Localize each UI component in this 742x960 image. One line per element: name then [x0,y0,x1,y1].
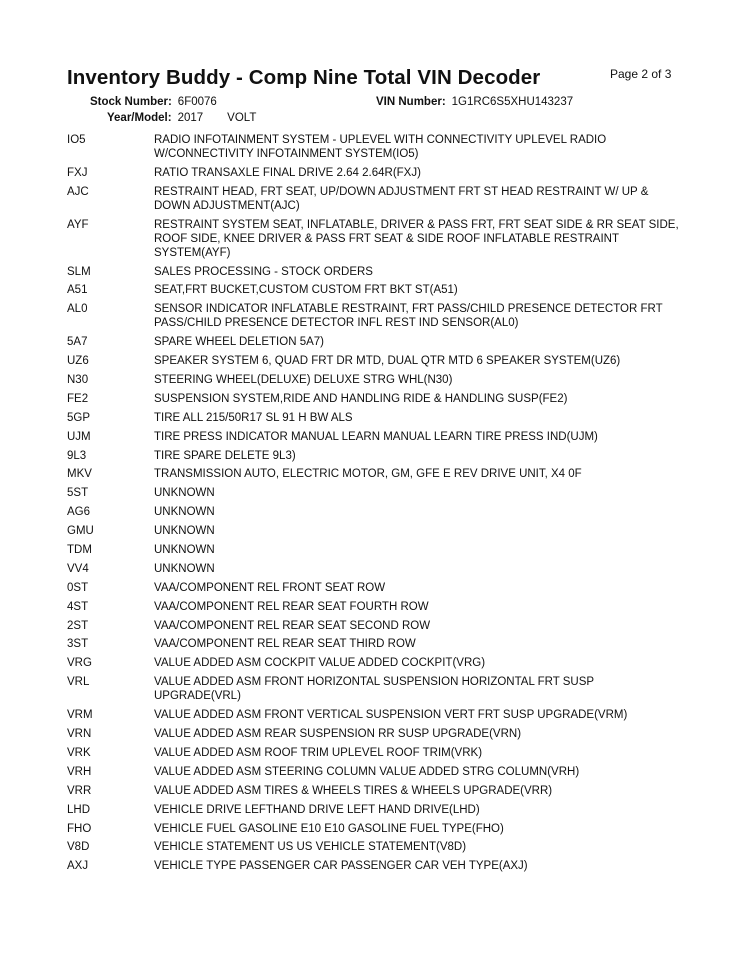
page-title: Inventory Buddy - Comp Nine Total VIN Decoder [67,66,541,89]
option-code: VRN [67,728,92,741]
option-description: UNKNOWN [154,544,215,557]
option-row [67,218,682,260]
option-code: A51 [67,284,88,297]
option-row [67,822,682,836]
option-row [67,283,682,297]
option-row [67,411,682,425]
option-code: FXJ [67,166,88,179]
option-code: TDM [67,544,92,557]
option-description: SEAT,FRT BUCKET,CUSTOM CUSTOM FRT BKT ST(A51) [154,284,458,297]
option-code: GMU [67,525,94,538]
option-description: VALUE ADDED ASM ROOF TRIM UPLEVEL ROOF TRIM(VRK) [154,746,483,759]
option-code: 5A7 [67,336,88,349]
option-description: RESTRAINT SYSTEM SEAT, INFLATABLE, DRIVER & PASS FRT, FRT SEAT SIDE & RR SEAT SIDE, ROOF SIDE, KNEE DRIVER & PASS FRT SEAT & SIDE ROOF INFLATABLE RESTRAINT SYSTEM(AYF) [154,218,679,259]
option-code: IO5 [67,134,86,146]
option-description: VALUE ADDED ASM REAR SUSPENSION RR SUSP UPGRADE(VRN) [154,728,522,741]
vin-number [376,96,573,108]
option-row [67,840,682,854]
option-description: VALUE ADDED ASM STEERING COLUMN VALUE ADDED STRG COLUMN(VRH) [154,765,580,778]
option-code: VRG [67,657,92,670]
model-value: VOLT [227,112,257,124]
option-row [67,524,682,538]
option-description: RATIO TRANSAXLE FINAL DRIVE 2.64 2.64R(FXJ) [154,166,421,179]
option-code: VV4 [67,562,89,575]
option-description: VEHICLE FUEL GASOLINE E10 E10 GASOLINE FUEL TYPE(FHO) [154,822,504,835]
option-row [67,505,682,519]
option-row [67,746,682,760]
option-description: UNKNOWN [154,487,215,500]
option-row [67,467,682,481]
option-row [67,581,682,595]
option-row [67,302,682,330]
option-description: SPEAKER SYSTEM 6, QUAD FRT DR MTD, DUAL QTR MTD 6 SPEAKER SYSTEM(UZ6) [154,355,621,368]
option-code: AG6 [67,506,91,519]
option-row [67,486,682,500]
vin-number-label: VIN Number: [376,96,446,108]
option-code: UZ6 [67,355,89,368]
stock-number [90,96,217,108]
year-model [107,112,256,124]
option-row [67,619,682,633]
option-row [67,765,682,779]
year-model-label: Year/Model: [107,112,172,124]
option-row [67,656,682,670]
option-row [67,354,682,368]
stock-number-value: 6F0076 [177,96,217,108]
option-row [67,166,682,180]
option-code: 5GP [67,411,91,424]
page-number: Page 2 of 3 [610,67,672,81]
option-code: N30 [67,374,89,387]
option-description: VALUE ADDED ASM COCKPIT VALUE ADDED COCKPIT(VRG) [154,657,486,670]
option-code: 4ST [67,600,89,613]
option-code: VRL [67,676,90,689]
option-code: SLM [67,265,91,278]
option-description: SPARE WHEEL DELETION 5A7) [154,336,324,349]
option-description: SALES PROCESSING - STOCK ORDERS [154,265,373,278]
option-code: VRM [67,709,93,722]
option-description: TIRE PRESS INDICATOR MANUAL LEARN MANUAL LEARN TIRE PRESS IND(UJM) [154,430,598,443]
option-description: VEHICLE TYPE PASSENGER CAR PASSENGER CAR VEH TYPE(AXJ) [154,860,528,873]
option-code: V8D [67,841,90,854]
option-description: VALUE ADDED ASM FRONT VERTICAL SUSPENSION VERT FRT SUSP UPGRADE(VRM) [154,709,628,722]
option-row [67,859,682,873]
option-code: VRK [67,746,91,759]
option-description: VEHICLE DRIVE LEFTHAND DRIVE LEFT HAND DRIVE(LHD) [154,803,480,816]
option-row [67,133,682,161]
option-code: AJC [67,185,89,198]
option-row [67,675,682,703]
option-description: TRANSMISSION AUTO, ELECTRIC MOTOR, GM, GFE E REV DRIVE UNIT, X4 0F [154,468,582,481]
option-code: AYF [67,218,89,231]
option-description: VAA/COMPONENT REL REAR SEAT SECOND ROW [154,619,431,632]
option-row [67,373,682,387]
option-description: SUSPENSION SYSTEM,RIDE AND HANDLING RIDE & HANDLING SUSP(FE2) [154,392,568,405]
option-row [67,335,682,349]
option-code: 5ST [67,487,89,500]
option-description: VALUE ADDED ASM TIRES & WHEELS TIRES & WHEELS UPGRADE(VRR) [154,784,553,797]
option-description: VAA/COMPONENT REL FRONT SEAT ROW [154,581,386,594]
option-code: VRR [67,784,92,797]
option-code: UJM [67,430,91,443]
option-row [67,562,682,576]
option-row [67,727,682,741]
option-description: TIRE ALL 215/50R17 SL 91 H BW ALS [154,411,353,424]
option-row [67,543,682,557]
option-description: VAA/COMPONENT REL REAR SEAT FOURTH ROW [154,600,429,613]
option-code: MKV [67,468,92,481]
option-row [67,600,682,614]
option-row [67,708,682,722]
option-row [67,449,682,463]
option-code-list [67,133,682,878]
option-description: STEERING WHEEL(DELUXE) DELUXE STRG WHL(N30) [154,374,453,387]
option-description: UNKNOWN [154,525,215,538]
option-row [67,803,682,817]
option-description: UNKNOWN [154,562,215,575]
option-description: RESTRAINT HEAD, FRT SEAT, UP/DOWN ADJUSTMENT FRT ST HEAD RESTRAINT W/ UP & DOWN ADJUSTMENT(AJC) [154,185,649,212]
option-code: FE2 [67,392,89,405]
option-code: 2ST [67,619,89,632]
stock-number-label: Stock Number: [90,96,172,108]
option-code: LHD [67,803,91,816]
option-row [67,637,682,651]
option-code: VRH [67,765,92,778]
option-code: AXJ [67,860,89,873]
option-description: RADIO INFOTAINMENT SYSTEM - UPLEVEL WITH CONNECTIVITY UPLEVEL RADIO W/CONNECTIVITY INFOTAINMENT SYSTEM(IO5) [154,134,607,160]
option-row [67,430,682,444]
option-row [67,392,682,406]
option-description: VEHICLE STATEMENT US US VEHICLE STATEMENT(V8D) [154,841,467,854]
option-code: FHO [67,822,92,835]
option-row [67,784,682,798]
option-description: VAA/COMPONENT REL REAR SEAT THIRD ROW [154,638,416,651]
option-row [67,185,682,213]
year-value: 2017 [177,112,204,124]
option-description: SENSOR INDICATOR INFLATABLE RESTRAINT, FRT PASS/CHILD PRESENCE DETECTOR FRT PASS/CHILD PRESENCE DETECTOR INFL REST IND SENSOR(AL0) [154,303,663,330]
option-description: UNKNOWN [154,506,215,519]
option-row [67,265,682,279]
option-description: VALUE ADDED ASM FRONT HORIZONTAL SUSPENSION HORIZONTAL FRT SUSP UPGRADE(VRL) [154,676,594,703]
option-description: TIRE SPARE DELETE 9L3) [154,449,296,462]
option-code: AL0 [67,303,88,316]
option-code: 0ST [67,581,89,594]
option-code: 9L3 [67,449,87,462]
vin-number-value: 1G1RC6S5XHU143237 [451,96,574,108]
option-code: 3ST [67,638,89,651]
